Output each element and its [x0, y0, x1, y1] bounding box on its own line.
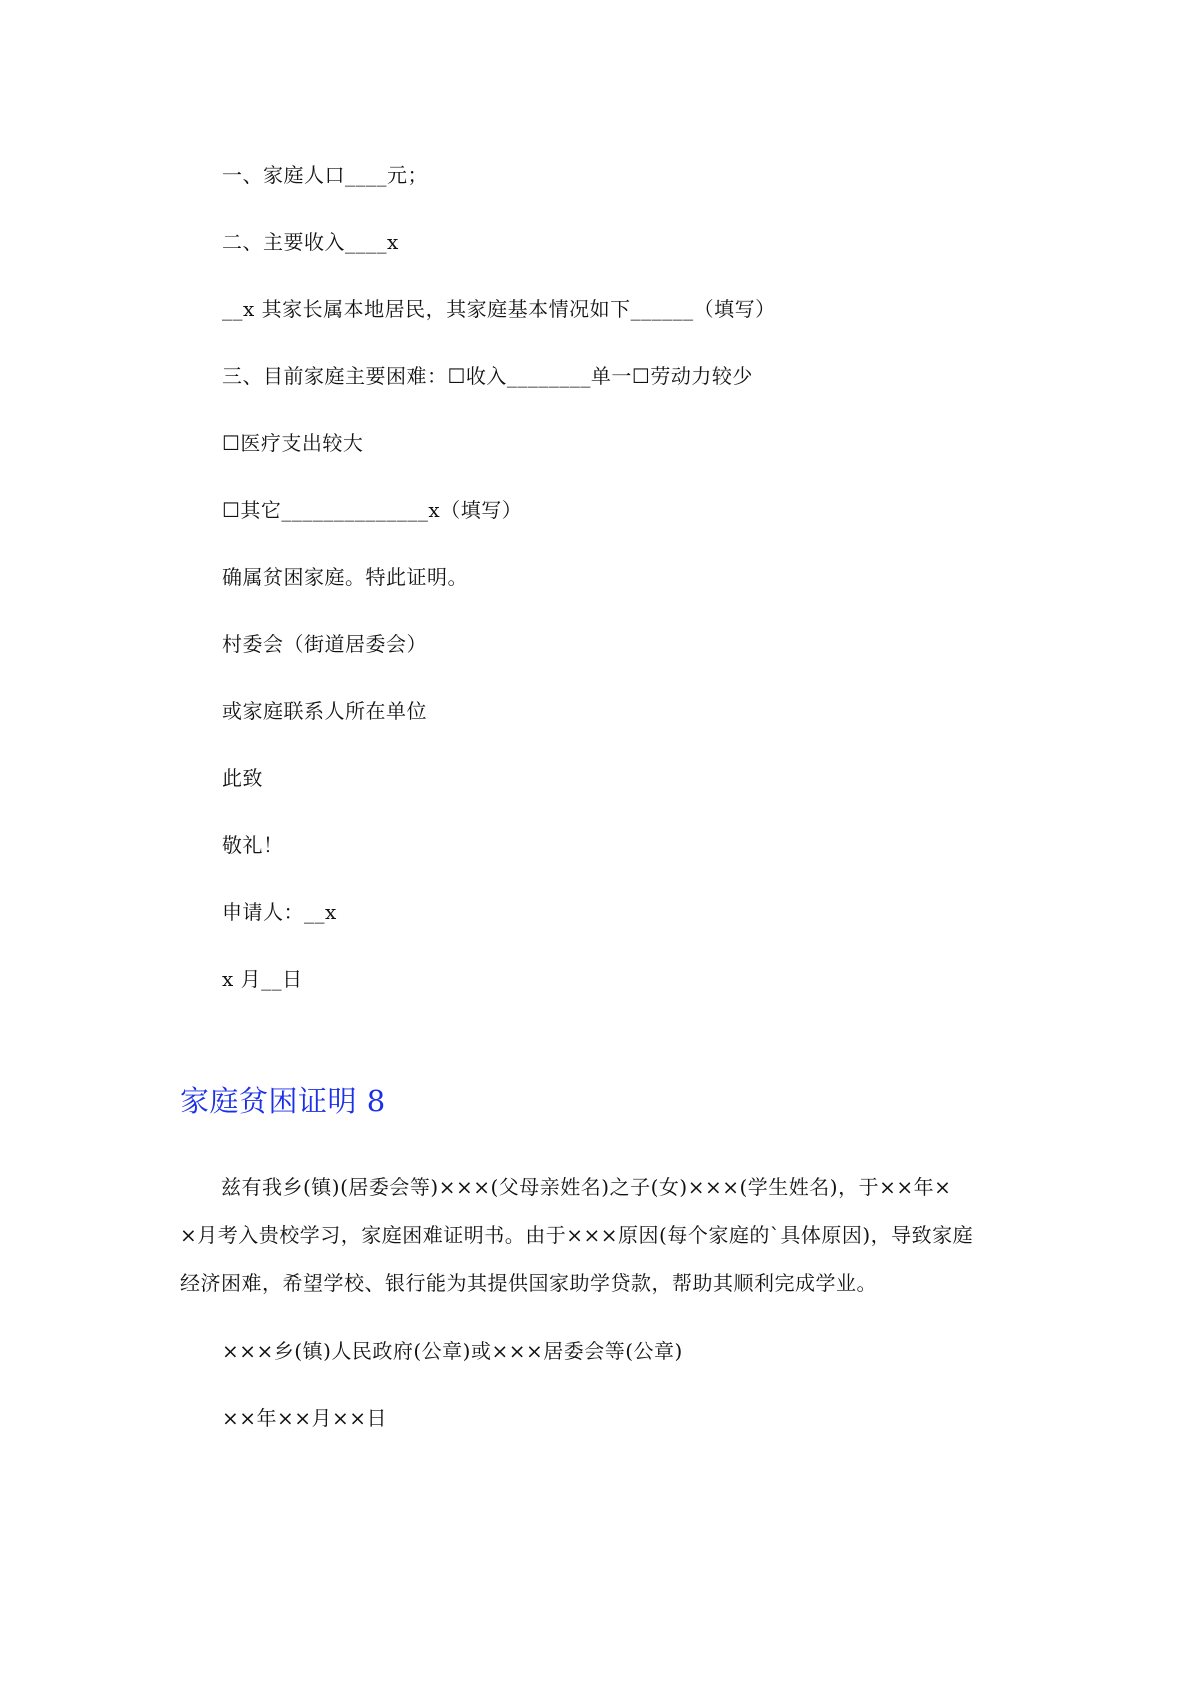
line-medical-expense: ☐医疗支出较大 [222, 431, 364, 455]
line-regards: 敬礼！ [222, 833, 284, 857]
line-basic-situation: __x 其家长属本地居民，其家庭基本情况如下______（填写） [222, 297, 776, 321]
line-main-income: 二、主要收入____x [222, 230, 399, 254]
line-date: x 月__日 [222, 967, 303, 991]
section-title: 家庭贫困证明 8 [180, 1084, 386, 1118]
line-contact-unit: 或家庭联系人所在单位 [222, 699, 427, 723]
line-household-population: 一、家庭人口____元； [222, 163, 428, 187]
line-footer-date: ××年××月××日 [222, 1406, 388, 1430]
line-applicant: 申请人：__x [222, 900, 337, 924]
paragraph-line: ×月考入贵校学习，家庭困难证明书。由于×××原因(每个家庭的`具体原因)，导致家庭 [180, 1223, 974, 1247]
line-seal: ×××乡(镇)人民政府(公章)或×××居委会等(公章) [222, 1339, 683, 1363]
line-other: ☐其它______________x（填写） [222, 498, 523, 522]
paragraph-line: 经济困难，希望学校、银行能为其提供国家助学贷款，帮助其顺利完成学业。 [180, 1271, 877, 1295]
line-certification: 确属贫困家庭。特此证明。 [222, 565, 468, 589]
line-salutation: 此致 [222, 766, 263, 790]
line-village-committee: 村委会（街道居委会） [222, 632, 427, 656]
paragraph-line: 兹有我乡(镇)(居委会等)×××(父母亲姓名)之子(女)×××(学生姓名)，于××年× [180, 1175, 952, 1199]
line-main-difficulties: 三、目前家庭主要困难：☐收入________单一☐劳动力较少 [222, 364, 753, 388]
